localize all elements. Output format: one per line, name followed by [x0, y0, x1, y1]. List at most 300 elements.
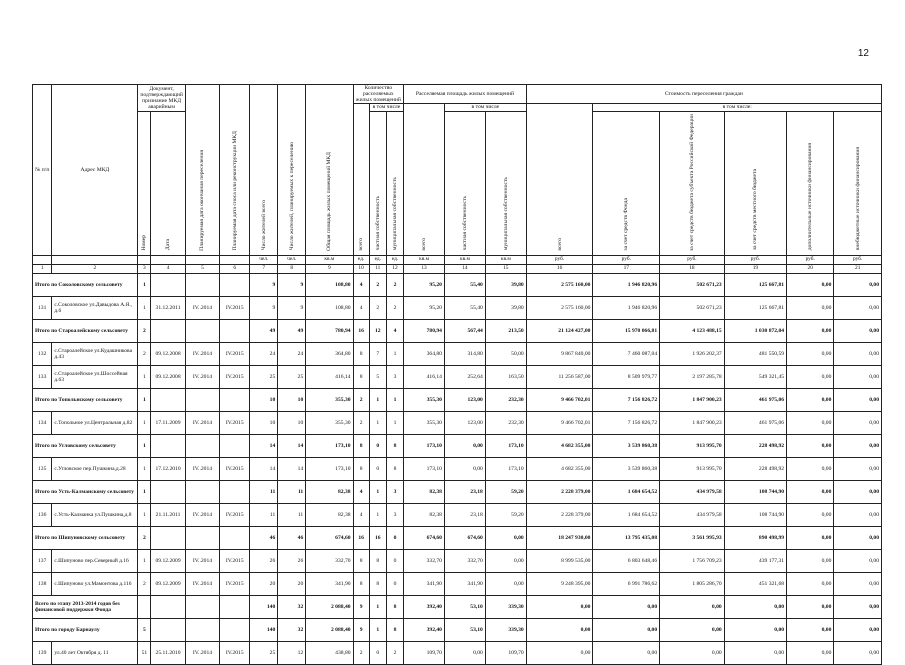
rooms-municipal-cell: 3 — [386, 480, 403, 503]
unit-cell — [33, 255, 52, 264]
unit-cell: ед. — [386, 255, 403, 264]
residents-cell: 20 — [250, 572, 278, 595]
cost-subject-cell: 1 847 900,23 — [660, 388, 725, 411]
area-municipal-cell: 232,30 — [485, 411, 526, 434]
cost-local-cell: 0,00 — [724, 641, 786, 664]
cost-subject-cell: 0,00 — [660, 618, 725, 641]
header-area-municipal: муниципальная собственность — [485, 111, 526, 255]
empty-cell — [220, 526, 250, 549]
doc-count-cell: 5 — [138, 618, 151, 641]
empty-cell — [151, 434, 185, 457]
doc-number-cell: 1 — [138, 457, 151, 480]
empty-cell — [220, 595, 250, 618]
cost-fund-cell: 3 539 860,38 — [593, 457, 660, 480]
area-private-cell: 53,10 — [444, 595, 485, 618]
cost-fund-cell: 6 991 786,62 — [593, 572, 660, 595]
rooms-municipal-cell: 8 — [386, 618, 403, 641]
address-cell: с.Усть-Калманка ул.Пушкина,д.8 — [52, 503, 138, 526]
residents-planned-cell: 14 — [278, 457, 306, 480]
residents-planned-cell: 32 — [278, 618, 306, 641]
column-number-cell: 13 — [404, 264, 445, 273]
total-area-cell: 82,38 — [306, 503, 353, 526]
residents-cell: 140 — [250, 618, 278, 641]
residents-cell: 11 — [250, 480, 278, 503]
residents-cell: 10 — [250, 388, 278, 411]
total-area-cell: 674,60 — [306, 526, 353, 549]
rooms-municipal-cell: 1 — [386, 388, 403, 411]
area-municipal-cell: 0,00 — [485, 526, 526, 549]
rooms-municipal-cell: 1 — [386, 411, 403, 434]
column-number-cell: 16 — [526, 264, 593, 273]
column-number-cell: 11 — [369, 264, 386, 273]
address-cell: с.Угловское пер.Пушкина,д.28 — [52, 457, 138, 480]
column-number-cell: 20 — [787, 264, 834, 273]
header-doc-date: Дата — [151, 111, 185, 255]
empty-cell — [220, 434, 250, 457]
doc-count-cell: 1 — [138, 480, 151, 503]
planned-end-cell: IV..2014 — [185, 457, 219, 480]
residents-cell: 14 — [250, 434, 278, 457]
address-cell: с.Шипуново ул.Мамонтова д.116 — [52, 572, 138, 595]
unit-cell: ед. — [369, 255, 386, 264]
rooms-private-cell: 0 — [369, 434, 386, 457]
planned-end-cell: IV..2014 — [185, 641, 219, 664]
doc-date-cell: 31.12.2011 — [151, 296, 185, 319]
unit-cell: руб. — [724, 255, 786, 264]
subtotal-label: Итого по Шипуновскому сельсовету — [33, 526, 138, 549]
rooms-total-cell: 2 — [353, 641, 369, 664]
header-cost-extra: дополнительные источники финансирования — [787, 111, 834, 255]
address-cell: с.Староалейское ул.Кудашникова д.43 — [52, 342, 138, 365]
rooms-municipal-cell: 0 — [386, 526, 403, 549]
cost-fund-cell: 0,00 — [593, 641, 660, 664]
planned-end-cell: IV..2014 — [185, 365, 219, 388]
unit-cell — [151, 255, 185, 264]
page-number: 12 — [857, 48, 869, 59]
unit-cell — [220, 255, 250, 264]
cost-total-cell: 9 466 702,01 — [526, 388, 593, 411]
header-cost-fund: за счет средств Фонда — [593, 111, 660, 255]
area-municipal-cell: 163,50 — [485, 365, 526, 388]
header-area-private: частная собственность — [444, 111, 485, 255]
rooms-private-cell: 1 — [369, 388, 386, 411]
cost-local-cell: 890 498,99 — [724, 526, 786, 549]
empty-cell — [185, 434, 219, 457]
rooms-private-cell: 16 — [369, 526, 386, 549]
cost-subject-cell: 0,00 — [660, 641, 725, 664]
header-cost-offbudget: внебюджетные источники финансирования — [834, 111, 882, 255]
cost-local-cell: 481 550,59 — [724, 342, 786, 365]
row-number-cell: 138 — [33, 572, 52, 595]
row-number-cell: 131 — [33, 296, 52, 319]
unit-cell: руб. — [526, 255, 593, 264]
table-row — [33, 411, 882, 434]
doc-date-cell: 09.12.2009 — [151, 572, 185, 595]
rooms-private-cell: 2 — [369, 273, 386, 296]
residents-planned-cell: 12 — [278, 641, 306, 664]
column-number-cell: 9 — [306, 264, 353, 273]
rooms-municipal-cell: 0 — [386, 572, 403, 595]
residents-planned-cell: 20 — [278, 572, 306, 595]
subtotal-row — [33, 434, 882, 457]
subtotal-label: Всего по этапу 2013-2014 годов без финансовой поддержки Фонда — [33, 595, 138, 618]
rooms-total-cell: 4 — [353, 503, 369, 526]
unit-cell — [52, 255, 138, 264]
rooms-municipal-cell: 3 — [386, 365, 403, 388]
cost-subject-cell: 913 995,70 — [660, 457, 725, 480]
doc-date-cell: 21.11.2011 — [151, 503, 185, 526]
subtotal-row — [33, 480, 882, 503]
cost-fund-cell: 1 946 820,96 — [593, 273, 660, 296]
rooms-municipal-cell: 8 — [386, 457, 403, 480]
cost-local-cell: 461 975,06 — [724, 388, 786, 411]
header-planned-end: Планируемая дата окончания переселения — [185, 85, 219, 256]
total-area-cell: 2 088,40 — [306, 595, 353, 618]
cost-local-cell: 228 498,92 — [724, 434, 786, 457]
area-private-cell: 0,00 — [444, 434, 485, 457]
cost-offbudget-cell: 0,00 — [834, 549, 882, 572]
column-number-cell: 5 — [185, 264, 219, 273]
cost-fund-cell: 1 946 820,96 — [593, 296, 660, 319]
header-rooms-group: Количество расселяемых жилых помещений — [353, 85, 404, 104]
doc-number-cell: 1 — [138, 503, 151, 526]
rooms-total-cell: 8 — [353, 342, 369, 365]
cost-extra-cell: 0,00 — [787, 572, 834, 595]
cost-subject-cell: 2 197 285,78 — [660, 365, 725, 388]
area-total-cell: 173,10 — [404, 457, 445, 480]
area-municipal-cell: 0,00 — [485, 572, 526, 595]
rooms-private-cell: 8 — [369, 549, 386, 572]
rooms-total-cell: 16 — [353, 319, 369, 342]
unit-cell: кв.м — [444, 255, 485, 264]
table-row — [33, 549, 882, 572]
area-total-cell: 95,20 — [404, 296, 445, 319]
cost-extra-cell: 0,00 — [787, 296, 834, 319]
cost-total-cell: 4 682 355,00 — [526, 457, 593, 480]
table-row — [33, 365, 882, 388]
cost-extra-cell: 0,00 — [787, 595, 834, 618]
cost-subject-cell: 434 979,58 — [660, 480, 725, 503]
cost-extra-cell: 0,00 — [787, 411, 834, 434]
subtotal-label: Итого по Усть-Калманскому сельсовету — [33, 480, 138, 503]
cost-subject-cell: 0,00 — [660, 595, 725, 618]
header-residents-planned: Число жителей, планируемых к переселению — [278, 85, 306, 256]
total-area-cell: 364,80 — [306, 342, 353, 365]
area-total-cell: 416,14 — [404, 365, 445, 388]
residents-cell: 14 — [250, 457, 278, 480]
address-cell: ул.40 лет Октября д. 11 — [52, 641, 138, 664]
total-area-cell: 173,10 — [306, 434, 353, 457]
cost-local-cell: 125 667,81 — [724, 273, 786, 296]
cost-total-cell: 2 575 160,00 — [526, 273, 593, 296]
cost-extra-cell: 0,00 — [787, 434, 834, 457]
rooms-private-cell: 5 — [369, 365, 386, 388]
rooms-total-cell: 2 — [353, 388, 369, 411]
residents-planned-cell: 10 — [278, 388, 306, 411]
planned-demolish-cell: IV.2015 — [220, 342, 250, 365]
cost-offbudget-cell: 0,00 — [834, 503, 882, 526]
area-municipal-cell: 59,20 — [485, 480, 526, 503]
cost-fund-cell: 6 803 648,46 — [593, 549, 660, 572]
table-row — [33, 641, 882, 664]
area-municipal-cell: 0,00 — [485, 549, 526, 572]
residents-planned-cell: 26 — [278, 549, 306, 572]
rooms-total-cell: 8 — [353, 365, 369, 388]
cost-offbudget-cell: 0,00 — [834, 595, 882, 618]
header-cost-incl: в том числе: — [593, 104, 882, 111]
resettlement-table — [32, 84, 882, 665]
rooms-municipal-cell: 0 — [386, 549, 403, 572]
area-private-cell: 23,18 — [444, 480, 485, 503]
column-number-cell: 14 — [444, 264, 485, 273]
planned-end-cell: IV..2014 — [185, 503, 219, 526]
rooms-municipal-cell: 1 — [386, 342, 403, 365]
residents-planned-cell: 25 — [278, 365, 306, 388]
area-total-cell: 780,94 — [404, 319, 445, 342]
cost-offbudget-cell: 0,00 — [834, 572, 882, 595]
area-total-cell: 355,30 — [404, 411, 445, 434]
rooms-private-cell: 1 — [369, 480, 386, 503]
unit-cell — [185, 255, 219, 264]
area-private-cell: 0,00 — [444, 641, 485, 664]
rooms-municipal-cell: 4 — [386, 319, 403, 342]
subtotal-row — [33, 618, 882, 641]
area-total-cell: 392,40 — [404, 618, 445, 641]
table-row — [33, 296, 882, 319]
header-cost-local: за счет средств местного бюджета — [724, 111, 786, 255]
residents-cell: 26 — [250, 549, 278, 572]
area-municipal-cell: 50,00 — [485, 342, 526, 365]
planned-demolish-cell: IV.2015 — [220, 641, 250, 664]
area-municipal-cell: 109,70 — [485, 641, 526, 664]
unit-cell — [138, 255, 151, 264]
area-municipal-cell: 39,80 — [485, 296, 526, 319]
planned-demolish-cell: IV.2015 — [220, 365, 250, 388]
area-municipal-cell: 173,10 — [485, 434, 526, 457]
doc-count-cell: 1 — [138, 434, 151, 457]
area-private-cell: 53,10 — [444, 618, 485, 641]
total-area-cell: 438,80 — [306, 641, 353, 664]
cost-extra-cell: 0,00 — [787, 480, 834, 503]
rooms-total-cell: 9 — [353, 595, 369, 618]
subtotal-label: Итого по городу Барнаулу — [33, 618, 138, 641]
unit-cell: чел. — [250, 255, 278, 264]
cost-total-cell: 8 999 535,00 — [526, 549, 593, 572]
cost-total-cell: 21 124 427,00 — [526, 319, 593, 342]
residents-cell: 9 — [250, 296, 278, 319]
residents-planned-cell: 9 — [278, 296, 306, 319]
doc-date-cell: 09.12.2008 — [151, 365, 185, 388]
empty-cell — [151, 480, 185, 503]
empty-cell — [151, 595, 185, 618]
rooms-total-cell: 8 — [353, 572, 369, 595]
empty-cell — [220, 388, 250, 411]
row-number-cell: 135 — [33, 457, 52, 480]
cost-offbudget-cell: 0,00 — [834, 618, 882, 641]
area-private-cell: 123,00 — [444, 411, 485, 434]
rooms-municipal-cell: 8 — [386, 434, 403, 457]
area-total-cell: 95,20 — [404, 273, 445, 296]
rooms-private-cell: 2 — [369, 296, 386, 319]
row-number-cell: 139 — [33, 641, 52, 664]
cost-fund-cell: 7 156 826,72 — [593, 411, 660, 434]
subtotal-label: Итого по Староалейскому сельсовету — [33, 319, 138, 342]
header-document: Документ, подтверждающий признание МКД аварийным — [138, 85, 185, 112]
cost-offbudget-cell: 0,00 — [834, 319, 882, 342]
doc-count-cell: 1 — [138, 273, 151, 296]
cost-local-cell: 439 177,31 — [724, 549, 786, 572]
rooms-private-cell: 0 — [369, 641, 386, 664]
residents-planned-cell: 32 — [278, 595, 306, 618]
header-address: Адрес МКД — [52, 85, 138, 256]
unit-cell: руб. — [593, 255, 660, 264]
table-row — [33, 457, 882, 480]
row-number-cell: 137 — [33, 549, 52, 572]
cost-subject-cell: 502 671,23 — [660, 273, 725, 296]
empty-cell — [185, 618, 219, 641]
cost-subject-cell: 434 979,58 — [660, 503, 725, 526]
cost-extra-cell: 0,00 — [787, 273, 834, 296]
cost-offbudget-cell: 0,00 — [834, 526, 882, 549]
column-number-cell: 6 — [220, 264, 250, 273]
unit-cell: кв.м — [485, 255, 526, 264]
empty-cell — [151, 319, 185, 342]
cost-fund-cell: 7 156 826,72 — [593, 388, 660, 411]
header-rooms-incl: в том числе — [369, 104, 403, 111]
empty-cell — [185, 480, 219, 503]
subtotal-row — [33, 595, 882, 618]
cost-subject-cell: 1 926 202,37 — [660, 342, 725, 365]
rooms-private-cell: 0 — [369, 457, 386, 480]
cost-extra-cell: 0,00 — [787, 618, 834, 641]
column-number-cell: 8 — [278, 264, 306, 273]
subtotal-row — [33, 388, 882, 411]
area-total-cell: 109,70 — [404, 641, 445, 664]
cost-extra-cell: 0,00 — [787, 641, 834, 664]
rooms-municipal-cell: 2 — [386, 641, 403, 664]
column-number-cell: 4 — [151, 264, 185, 273]
cost-subject-cell: 1 756 709,23 — [660, 549, 725, 572]
cost-offbudget-cell: 0,00 — [834, 388, 882, 411]
subtotal-label: Итого по Угловскому сельсовету — [33, 434, 138, 457]
cost-fund-cell: 1 684 654,52 — [593, 480, 660, 503]
area-private-cell: 55,40 — [444, 296, 485, 319]
cost-offbudget-cell: 0,00 — [834, 365, 882, 388]
table-row — [33, 503, 882, 526]
cost-extra-cell: 0,00 — [787, 549, 834, 572]
area-municipal-cell: 339,30 — [485, 595, 526, 618]
rooms-total-cell: 8 — [353, 457, 369, 480]
cost-local-cell: 0,00 — [724, 595, 786, 618]
unit-cell: чел. — [278, 255, 306, 264]
rooms-municipal-cell: 2 — [386, 273, 403, 296]
cost-subject-cell: 3 561 995,93 — [660, 526, 725, 549]
area-total-cell: 173,10 — [404, 434, 445, 457]
empty-cell — [151, 388, 185, 411]
residents-planned-cell: 46 — [278, 526, 306, 549]
area-total-cell: 392,40 — [404, 595, 445, 618]
empty-cell — [185, 273, 219, 296]
cost-total-cell: 2 575 160,00 — [526, 296, 593, 319]
cost-total-cell: 0,00 — [526, 618, 593, 641]
cost-fund-cell: 3 539 860,38 — [593, 434, 660, 457]
rooms-private-cell: 1 — [369, 595, 386, 618]
subtotal-label: Итого по Соколовскому сельсовету — [33, 273, 138, 296]
total-area-cell: 341,90 — [306, 572, 353, 595]
empty-cell — [185, 595, 219, 618]
cost-total-cell: 9 248 395,00 — [526, 572, 593, 595]
doc-date-cell: 25.11.2010 — [151, 641, 185, 664]
area-total-cell: 332,70 — [404, 549, 445, 572]
header-area-total: всего — [404, 104, 445, 255]
cost-total-cell: 18 247 930,00 — [526, 526, 593, 549]
rooms-private-cell: 1 — [369, 411, 386, 434]
area-municipal-cell: 213,50 — [485, 319, 526, 342]
residents-cell: 140 — [250, 595, 278, 618]
header-doc-number: Номер — [138, 111, 151, 255]
area-private-cell: 0,00 — [444, 457, 485, 480]
residents-cell: 11 — [250, 503, 278, 526]
address-cell: с.Соколовское ул.Давыдова А.Я., д.6 — [52, 296, 138, 319]
cost-offbudget-cell: 0,00 — [834, 273, 882, 296]
cost-fund-cell: 1 684 654,52 — [593, 503, 660, 526]
rooms-total-cell: 16 — [353, 526, 369, 549]
residents-cell: 25 — [250, 641, 278, 664]
area-total-cell: 82,38 — [404, 480, 445, 503]
empty-cell — [151, 526, 185, 549]
column-number-cell: 10 — [353, 264, 369, 273]
header-cost-subject: за счет средств бюджета субъекта Российской Федерации — [660, 111, 725, 255]
column-number-cell: 15 — [485, 264, 526, 273]
cost-offbudget-cell: 0,00 — [834, 434, 882, 457]
area-private-cell: 314,80 — [444, 342, 485, 365]
header-total-area: Общая площадь жилых помещений МКД — [306, 85, 353, 256]
empty-cell — [151, 618, 185, 641]
residents-cell: 49 — [250, 319, 278, 342]
cost-local-cell: 108 744,90 — [724, 480, 786, 503]
area-total-cell: 355,30 — [404, 388, 445, 411]
cost-fund-cell: 13 795 435,08 — [593, 526, 660, 549]
table-header — [33, 85, 882, 274]
empty-cell — [185, 319, 219, 342]
cost-extra-cell: 0,00 — [787, 342, 834, 365]
rooms-private-cell: 1 — [369, 618, 386, 641]
rooms-total-cell: 9 — [353, 618, 369, 641]
rooms-total-cell: 4 — [353, 480, 369, 503]
unit-cell: руб. — [787, 255, 834, 264]
header-cost-total: всего — [526, 104, 593, 255]
area-municipal-cell: 173,10 — [485, 457, 526, 480]
total-area-cell: 332,70 — [306, 549, 353, 572]
row-number-cell: 136 — [33, 503, 52, 526]
unit-cell: кв.м — [306, 255, 353, 264]
column-numbers-row — [33, 264, 882, 273]
row-number-cell: 132 — [33, 342, 52, 365]
rooms-municipal-cell: 3 — [386, 503, 403, 526]
area-private-cell: 252,64 — [444, 365, 485, 388]
table-body — [33, 273, 882, 664]
cost-offbudget-cell: 0,00 — [834, 411, 882, 434]
subtotal-label: Итого по Топольнскому сельсовету — [33, 388, 138, 411]
cost-total-cell: 9 466 702,01 — [526, 411, 593, 434]
cost-subject-cell: 502 671,23 — [660, 296, 725, 319]
table-row — [33, 342, 882, 365]
residents-planned-cell: 14 — [278, 434, 306, 457]
cost-extra-cell: 0,00 — [787, 526, 834, 549]
total-area-cell: 355,30 — [306, 411, 353, 434]
unit-cell: руб. — [660, 255, 725, 264]
column-number-cell: 12 — [386, 264, 403, 273]
